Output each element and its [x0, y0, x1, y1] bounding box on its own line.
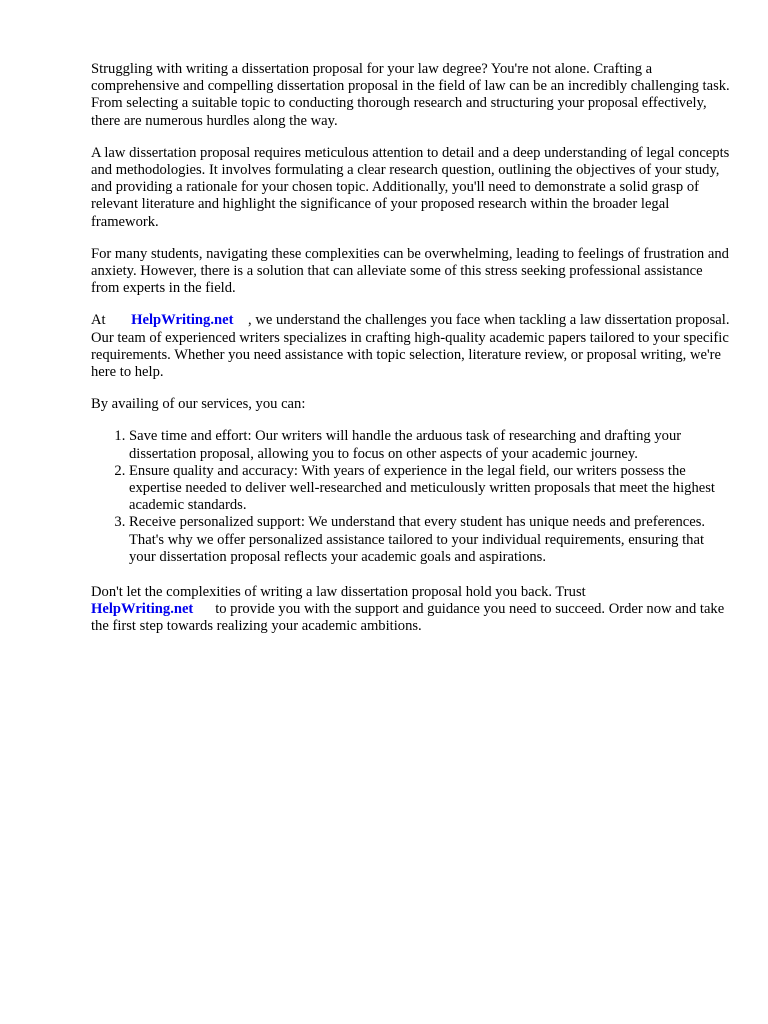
- service-intro-paragraph: [91, 312, 731, 381]
- helpwriting-link[interactable]: HelpWriting.net: [131, 312, 234, 329]
- benefit-item: 1. Save time and effort: Our writers will handle the arduous task of researching and drafting your dissertation proposal, allowing you to focus on other aspects of your academic journey.: [129, 428, 731, 462]
- benefits-list: [91, 428, 731, 566]
- benefit-item: 3. Receive personalized support: We understand that every student has unique needs and preferences. That's why we offer personalized assistance tailored to your individual requirements, ensuring that your dissertation proposal reflects your academic goals and aspirations.: [129, 514, 731, 566]
- services-lead-paragraph: By availing of our services, you can:: [91, 396, 306, 413]
- closing-text: to provide you with the support and guidance you need to succeed. Order now and take the first step towards realizing your academic ambitions.: [91, 601, 725, 635]
- document-body: [91, 61, 731, 651]
- helpwriting-link[interactable]: HelpWriting.net: [91, 601, 194, 618]
- closing-paragraph: [91, 584, 731, 636]
- service-intro-text: , we understand the challenges you face when tackling a law dissertation proposal. Our team of experienced writers specializes in crafting high-quality academic papers tailored to your specific requirements. Whether you need assistance with topic selection, literature review, or proposal writing, we're here to help.: [91, 312, 730, 381]
- closing-prefix: Don't let the complexities of writing a law dissertation proposal hold you back. Trust: [91, 584, 586, 601]
- benefit-item: 2. Ensure quality and accuracy: With years of experience in the legal field, our writers possess the expertise needed to deliver well-researched and meticulously written proposals that meet the highest academic standards.: [129, 463, 731, 515]
- intro-paragraph: Struggling with writing a dissertation proposal for your law degree? You're not alone. Crafting a comprehensive and compelling dissertation proposal in the field of law can be an incredibly challenging task. From selecting a suitable topic to conducting thorough research and structuring your proposal effectively, there are numerous hurdles along the way.: [91, 61, 730, 129]
- challenges-paragraph: For many students, navigating these complexities can be overwhelming, leading to feelings of frustration and anxiety. However, there is a solution that can alleviate some of this stress seeking professional assistance from experts in the field.: [91, 245, 729, 297]
- requirements-paragraph: A law dissertation proposal requires meticulous attention to detail and a deep understanding of legal concepts and methodologies. It involves formulating a clear research question, outlining the objectives of your study, and providing a rationale for your chosen topic. Additionally, you'll need to demonstrate a solid grasp of relevant literature and highlight the significance of your proposed research within the broader legal framework.: [91, 144, 730, 230]
- service-intro-prefix: At: [91, 312, 106, 329]
